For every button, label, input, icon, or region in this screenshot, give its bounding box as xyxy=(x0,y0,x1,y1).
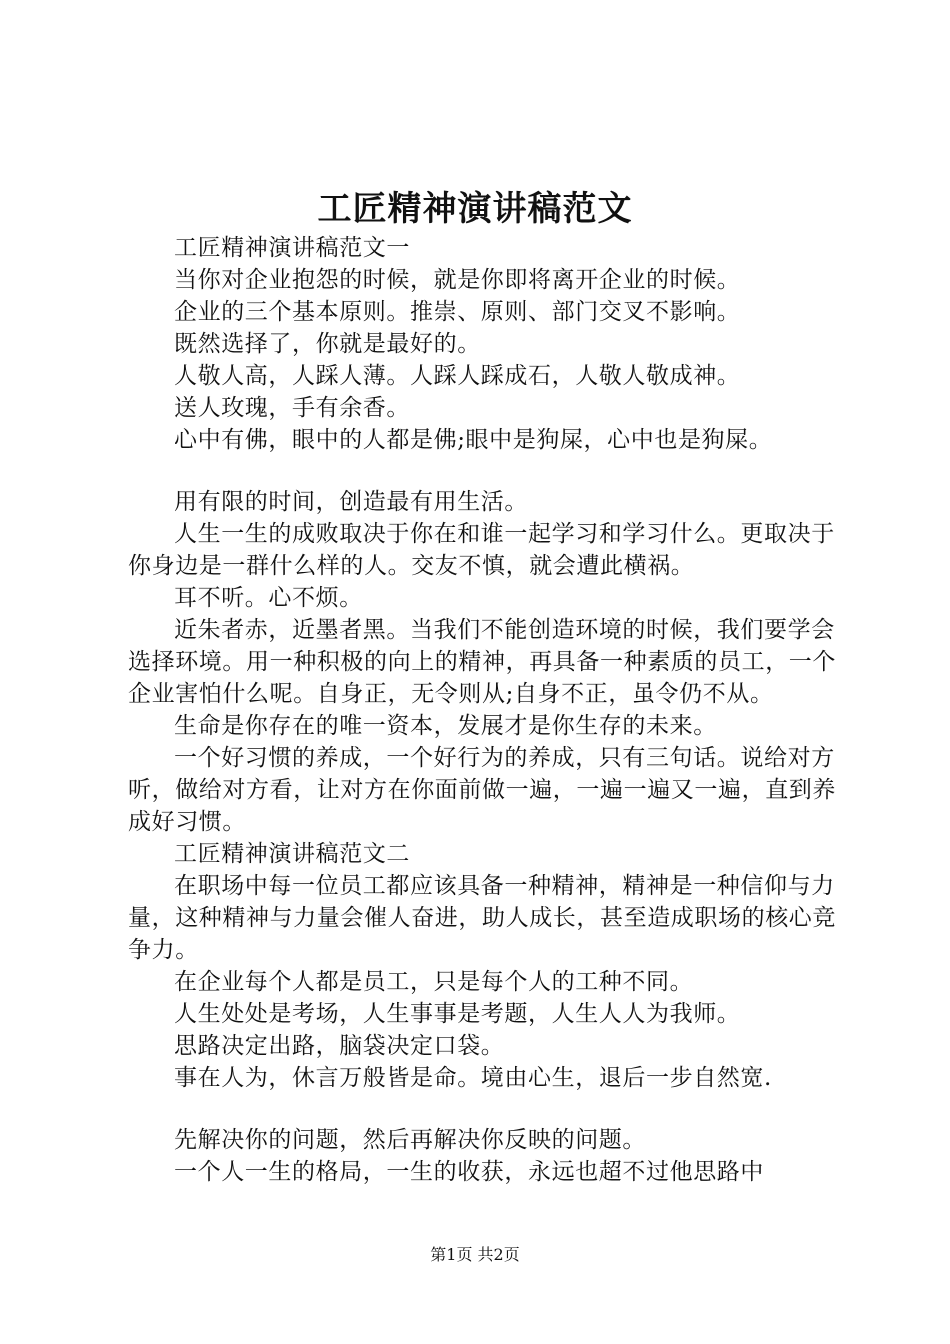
paragraph: 送人玫瑰，手有余香。 xyxy=(174,395,410,421)
paragraph: 用有限的时间，创造最有用生活。 xyxy=(174,489,528,515)
paragraph: 企业的三个基本原则。推崇、原则、部门交叉不影响。 xyxy=(174,299,741,325)
paragraph: 在企业每个人都是员工，只是每个人的工种不同。 xyxy=(174,969,694,995)
paragraph: 工匠精神演讲稿范文一 xyxy=(174,235,410,261)
paragraph: 近朱者赤，近墨者黑。当我们不能创造环境的时候，我们要学会选择环境。用一种积极的向上的精神，再具备一种素质的员工，一个企业害怕什么呢。自身正，无令则从;自身不正，虽令仍不从。 xyxy=(128,617,836,707)
paragraph: 人生一生的成败取决于你在和谁一起学习和学习什么。更取决于你身边是一群什么样的人。交友不慎，就会遭此横祸。 xyxy=(128,521,835,579)
paragraph: 一个人一生的格局，一生的收获，永远也超不过他思路中 xyxy=(174,1159,764,1185)
paragraph: 一个好习惯的养成，一个好行为的养成，只有三句话。说给对方听，做给对方看，让对方在你面前做一遍，一遍一遍又一遍，直到养成好习惯。 xyxy=(128,745,836,835)
paragraph: 事在人为，休言万般皆是命。境由心生，退后一步自然宽. xyxy=(174,1065,772,1091)
paragraph: 生命是你存在的唯一资本，发展才是你生存的未来。 xyxy=(174,713,717,739)
paragraph: 思路决定出路，脑袋决定口袋。 xyxy=(174,1033,505,1059)
paragraph: 耳不听。心不烦。 xyxy=(174,585,363,611)
document-title: 工匠精神演讲稿范文 xyxy=(317,189,633,229)
paragraph: 人生处处是考场，人生事事是考题，人生人人为我师。 xyxy=(174,1001,741,1027)
paragraph: 人敬人高，人踩人薄。人踩人踩成石，人敬人敬成神。 xyxy=(174,363,741,389)
paragraph: 心中有佛，眼中的人都是佛;眼中是狗屎，心中也是狗屎。 xyxy=(174,427,773,453)
paragraph: 在职场中每一位员工都应该具备一种精神，精神是一种信仰与力量，这种精神与力量会催人奋进，助人成长，甚至造成职场的核心竞争力。 xyxy=(128,873,836,963)
paragraph: 先解决你的问题，然后再解决你反映的问题。 xyxy=(174,1127,646,1153)
paragraph: 既然选择了，你就是最好的。 xyxy=(174,331,481,357)
section-heading: 工匠精神演讲稿范文二 xyxy=(174,841,410,867)
page-footer: 第1页 共2页 xyxy=(430,1245,520,1264)
paragraph: 当你对企业抱怨的时候，就是你即将离开企业的时候。 xyxy=(174,267,741,293)
document-body xyxy=(128,232,838,1188)
